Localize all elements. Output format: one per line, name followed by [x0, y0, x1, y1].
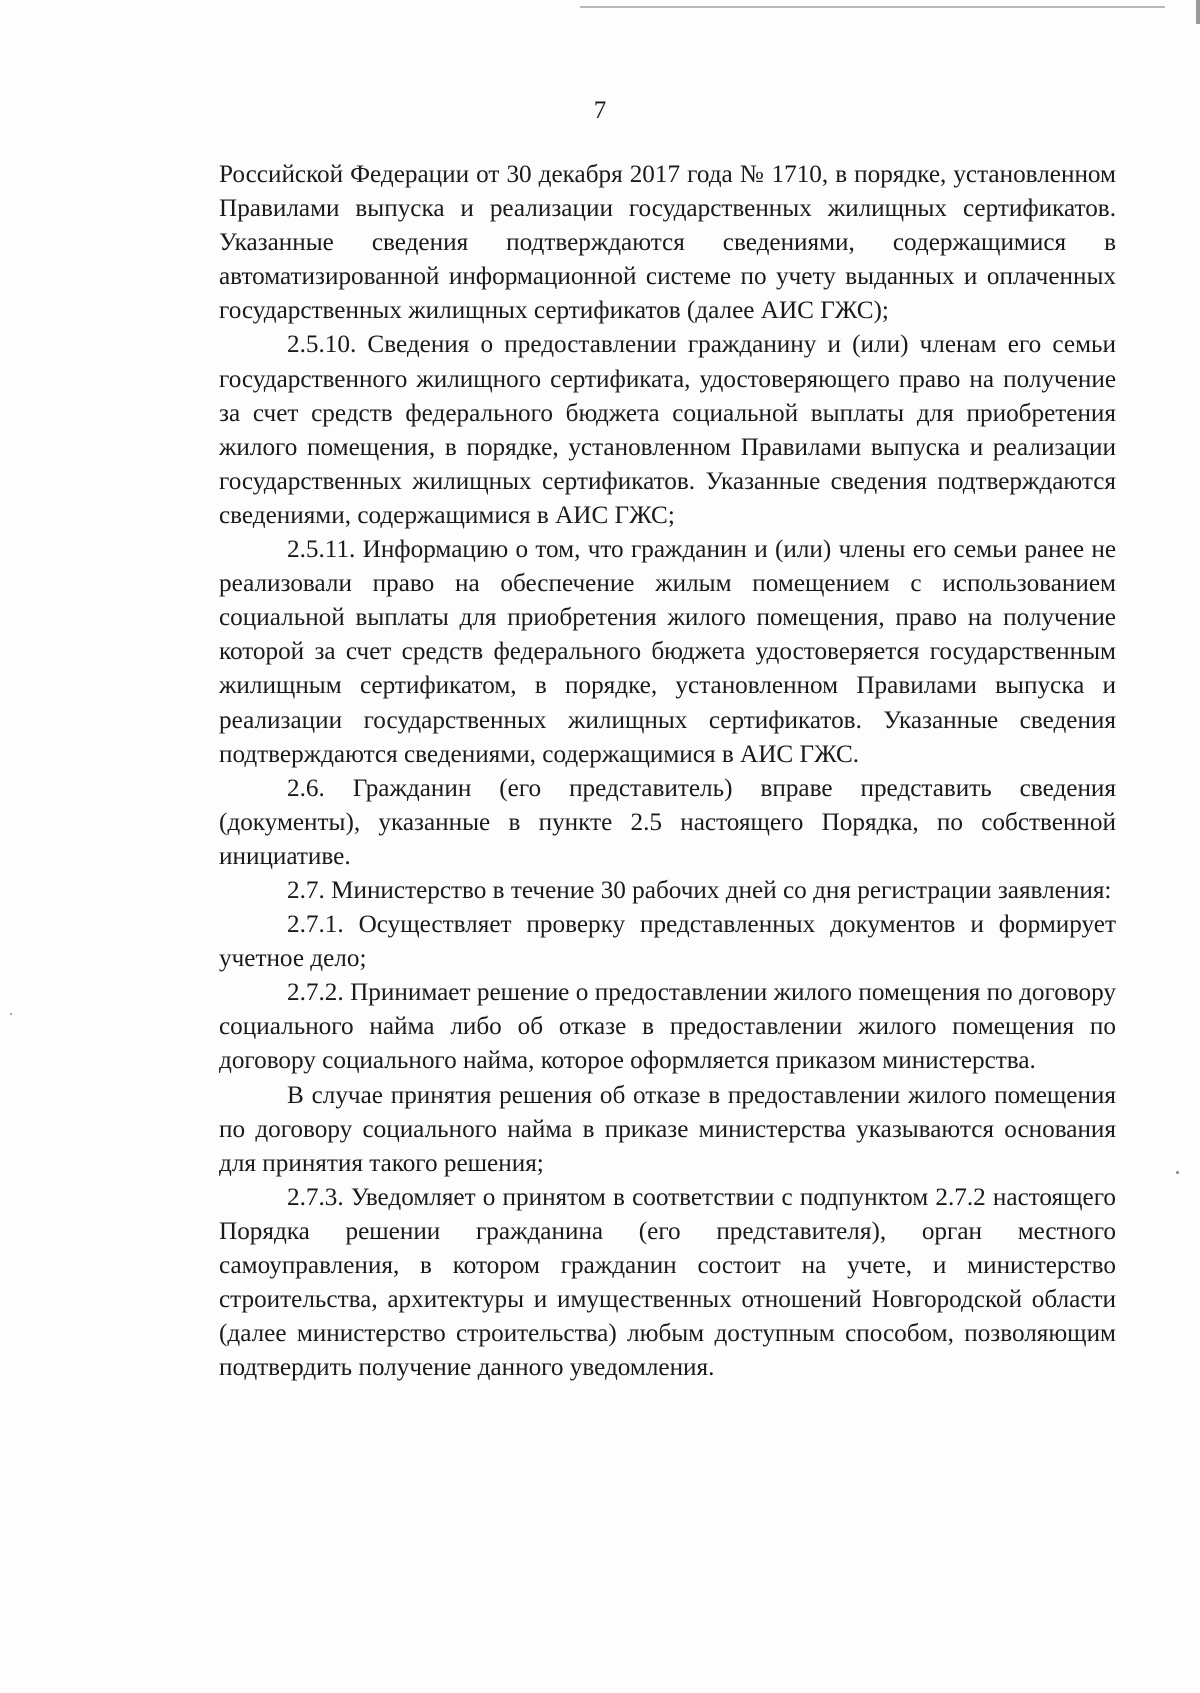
scan-artifact-right-edge: [1196, 0, 1200, 24]
paragraph-2-5-10: 2.5.10. Сведения о предоставлении гражданину и (или) членам его семьи государственного жилищного сертификата, удостоверяющего право на получение за счет средств федерального бюджета социальной выплаты для приобретения жилого помещения, в порядке, установленном Правилами выпуска и реализации государственных жилищных сертификатов. Указанные сведения подтверждаются сведениями, содержащимися в АИС ГЖС;: [219, 331, 1116, 529]
paragraph-2-6: 2.6. Гражданин (его представитель) вправе представить сведения (документы), указанные в пункте 2.5 настоящего Порядка, по собственной инициативе.: [219, 774, 1116, 870]
paragraph-2-7: 2.7. Министерство в течение 30 рабочих дней со дня регистрации заявления:: [287, 876, 1112, 904]
paragraph-continuation: Российской Федерации от 30 декабря 2017 года № 1710, в порядке, установленном Правилами выпуска и реализации государственных жилищных сертификатов. Указанные сведения подтверждаются сведениями, содержащимися в автоматизированной информационной системе по учету выданных и оплаченных государственных жилищных сертификатов (далее АИС ГЖС);: [219, 161, 1116, 325]
paragraph-refusal-case: В случае принятия решения об отказе в предоставлении жилого помещения по договору социального найма в приказе министерства указываются основания для принятия такого решения;: [219, 1081, 1116, 1177]
scan-speck: [10, 1013, 12, 1015]
paragraph-2-7-2: 2.7.2. Принимает решение о предоставлении жилого помещения по договору социального найма либо об отказе в предоставлении жилого помещения по договору социального найма, которое оформляется приказом министерства.: [219, 979, 1116, 1075]
paragraph-2-7-3: 2.7.3. Уведомляет о принятом в соответствии с подпунктом 2.7.2 настоящего Порядка решении гражданина (его представителя), орган местного самоуправления, в котором гражданин состоит на учете, и министерство строительства, архитектуры и имущественных отношений Новгородской области (далее министерство строительства) любым доступным способом, позволяющим подтвердить получение данного уведомления.: [219, 1183, 1116, 1382]
scan-speck: [1176, 1171, 1179, 1174]
scan-artifact-top-line: [580, 6, 1165, 8]
paragraph-2-7-1: 2.7.1. Осуществляет проверку представленных документов и формирует учетное дело;: [219, 911, 1116, 973]
document-body: [219, 158, 1116, 1385]
page-number: 7: [593, 97, 607, 124]
paragraph-2-5-11: 2.5.11. Информацию о том, что гражданин и (или) члены его семьи ранее не реализовали право на обеспечение жилым помещением с использованием социальной выплаты для приобретения жилого помещения, право на получение которой за счет средств федерального бюджета удостоверяется государственным жилищным сертификатом, в порядке, установленном Правилами выпуска и реализации государственных жилищных сертификатов. Указанные сведения подтверждаются сведениями, содержащимися в АИС ГЖС.: [219, 536, 1116, 768]
